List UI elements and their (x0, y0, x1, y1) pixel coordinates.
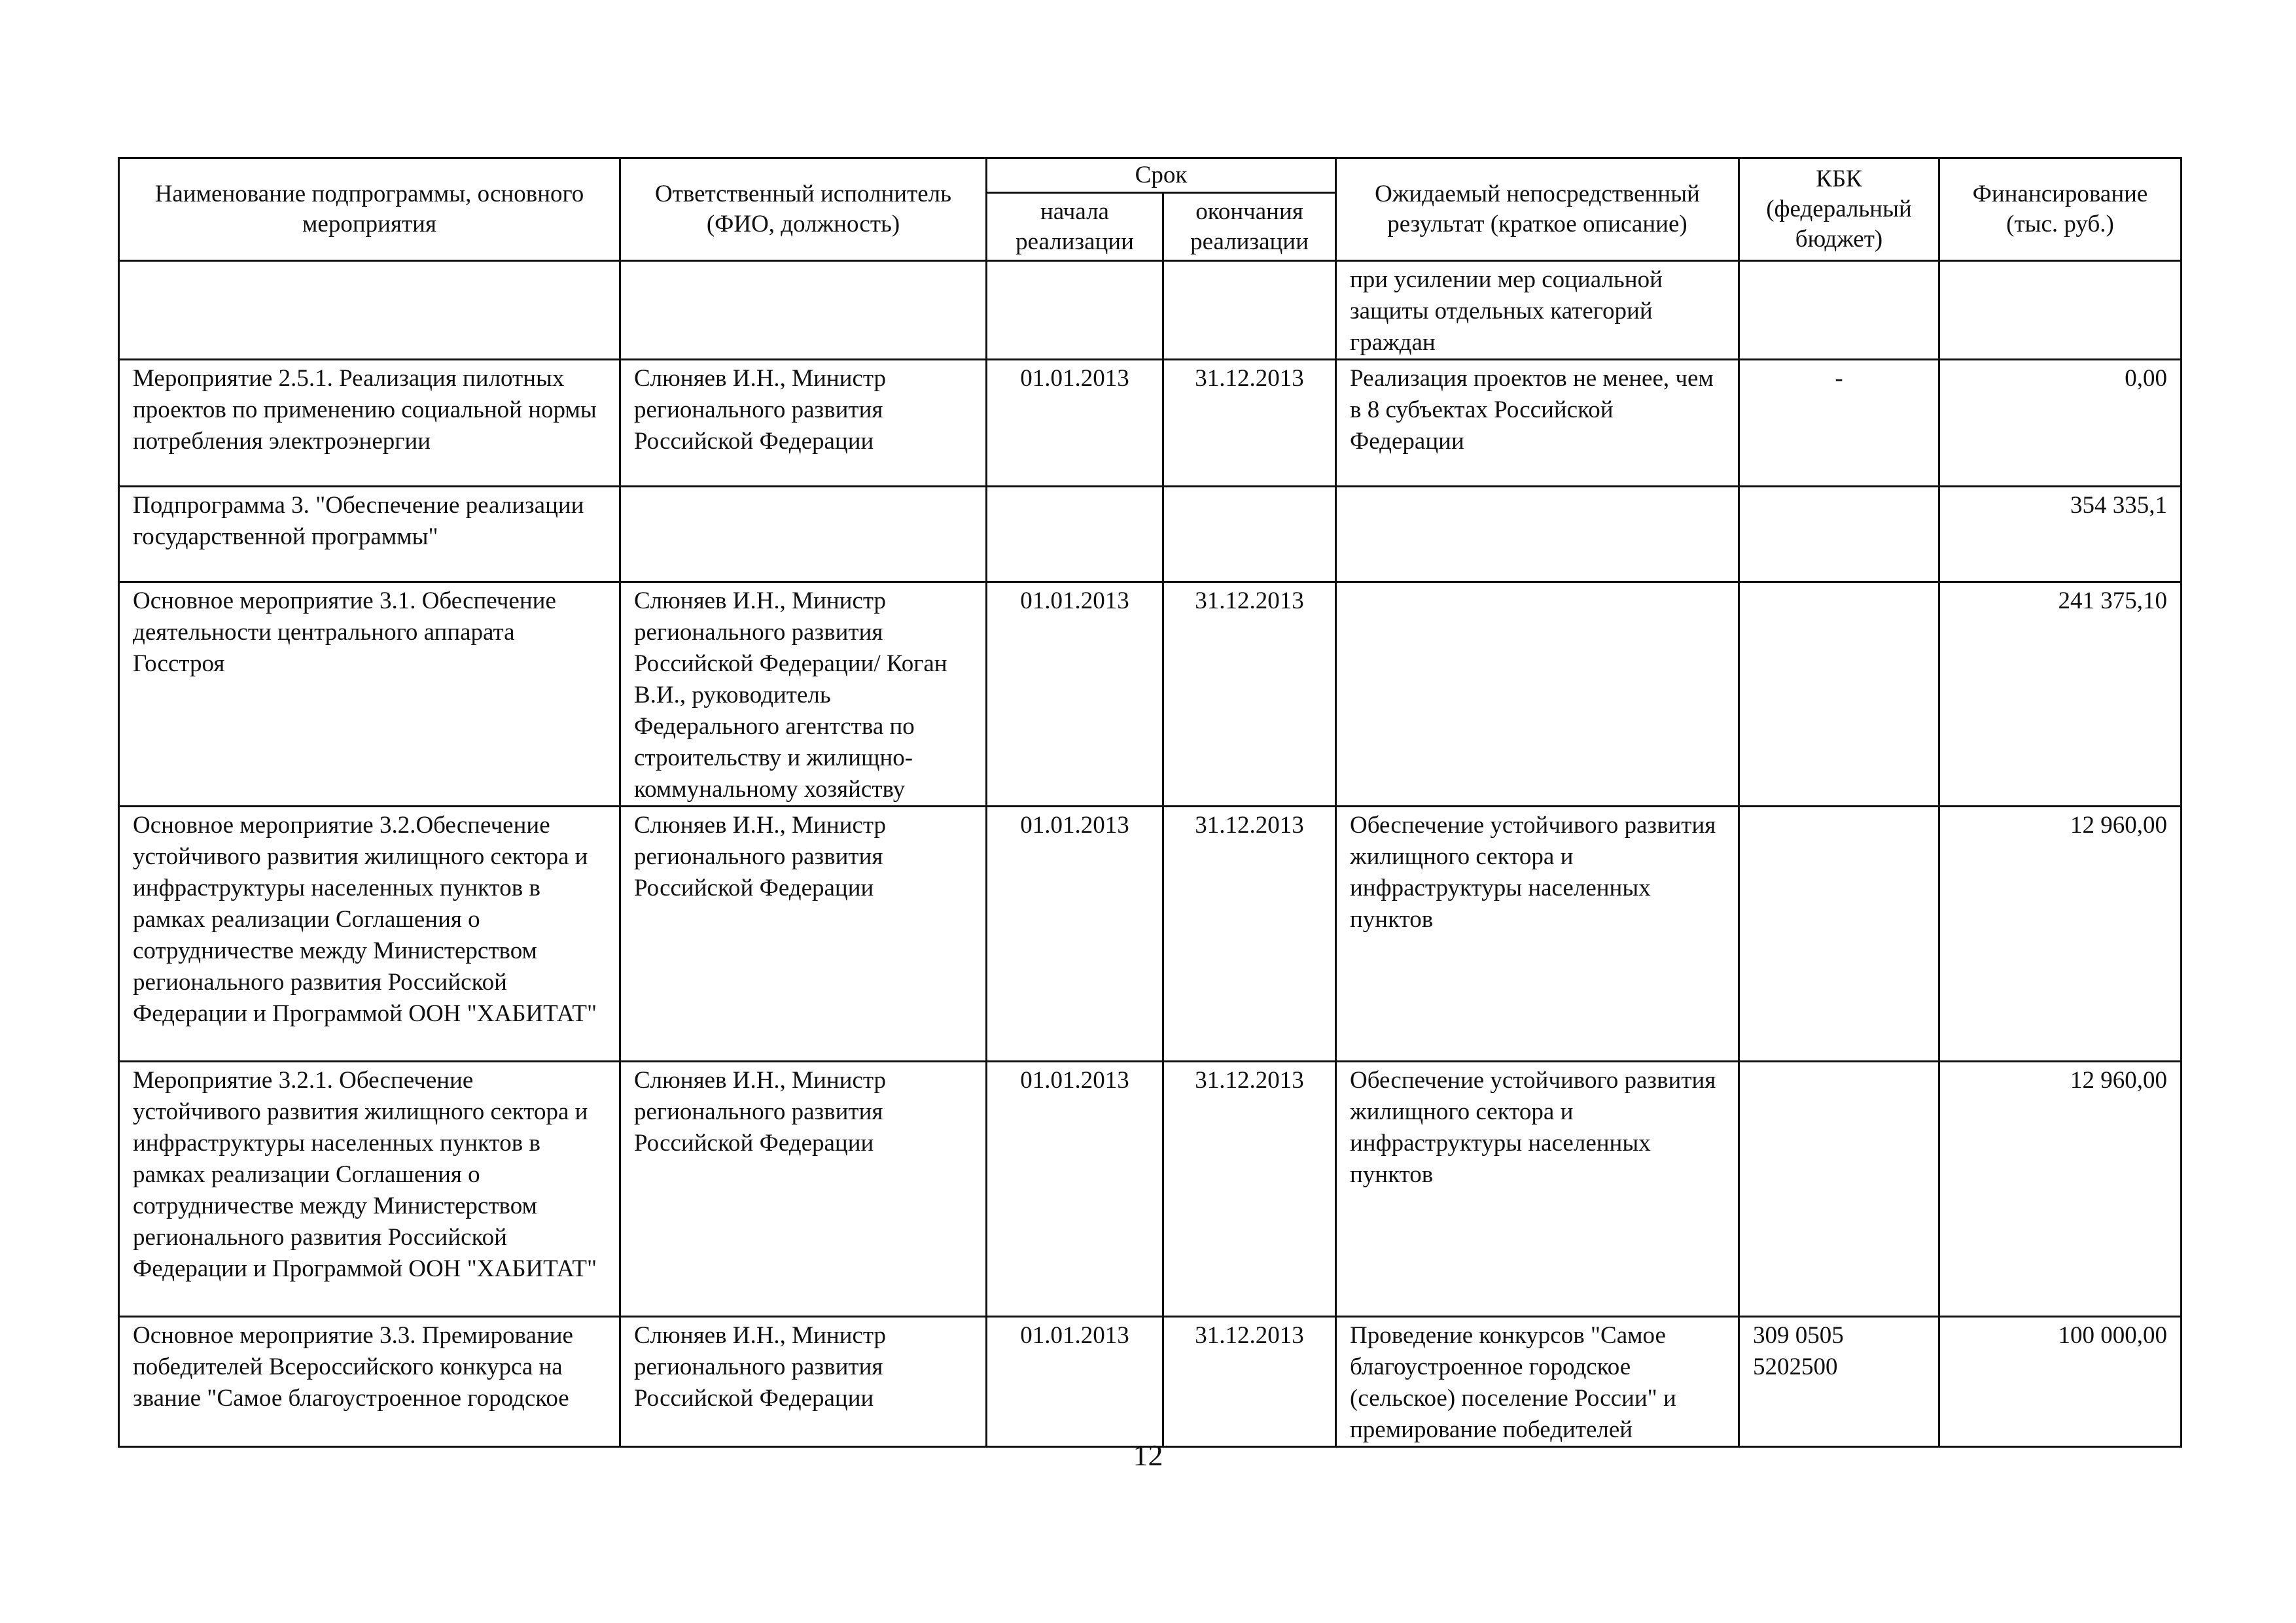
cell-result (1336, 582, 1739, 807)
cell-start: 01.01.2013 (987, 1062, 1163, 1317)
cell-start: 01.01.2013 (987, 582, 1163, 807)
header-executor: Ответственный исполнитель (ФИО, должность) (620, 158, 987, 261)
cell-result (1336, 487, 1739, 582)
cell-funding: 12 960,00 (1939, 807, 2181, 1062)
cell-kbk (1739, 582, 1939, 807)
cell-result: Реализация проектов не менее, чем в 8 субъектах Российской Федерации (1336, 360, 1739, 487)
program-table (118, 157, 2182, 1448)
cell-start (987, 487, 1163, 582)
table-row (119, 360, 2181, 487)
cell-end (1163, 487, 1336, 582)
header-result: Ожидаемый непосредственный результат (краткое описание) (1336, 158, 1739, 261)
table-row (119, 582, 2181, 807)
cell-funding: 0,00 (1939, 360, 2181, 487)
cell-end: 31.12.2013 (1163, 1317, 1336, 1447)
cell-kbk: - (1739, 360, 1939, 487)
cell-funding: 354 335,1 (1939, 487, 2181, 582)
cell-funding: 100 000,00 (1939, 1317, 2181, 1447)
cell-result: Обеспечение устойчивого развития жилищного сектора и инфраструктуры населенных пунктов (1336, 1062, 1739, 1317)
cell-end: 31.12.2013 (1163, 807, 1336, 1062)
cell-kbk (1739, 487, 1939, 582)
cell-start (987, 261, 1163, 360)
cell-funding (1939, 261, 2181, 360)
cell-name: Мероприятие 3.2.1. Обеспечение устойчивого развития жилищного сектора и инфраструктуры населенных пунктов в рамках реализации Соглашения о сотрудничестве между Министерством регионального развития Российской Федерации и Программой ООН "ХАБИТАТ" (119, 1062, 620, 1317)
cell-kbk (1739, 261, 1939, 360)
cell-result: при усилении мер социальной защиты отдельных категорий граждан (1336, 261, 1739, 360)
page-number: 12 (1133, 1439, 1163, 1472)
cell-executor (620, 261, 987, 360)
cell-end: 31.12.2013 (1163, 1062, 1336, 1317)
cell-start: 01.01.2013 (987, 807, 1163, 1062)
header-name: Наименование подпрограммы, основного мероприятия (119, 158, 620, 261)
cell-name (119, 261, 620, 360)
table-row (119, 487, 2181, 582)
cell-executor: Слюняев И.Н., Министр регионального развития Российской Федерации (620, 360, 987, 487)
cell-name: Мероприятие 2.5.1. Реализация пилотных проектов по применению социальной нормы потребления электроэнергии (119, 360, 620, 487)
cell-executor: Слюняев И.Н., Министр регионального развития Российской Федерации (620, 1317, 987, 1447)
cell-executor (620, 487, 987, 582)
cell-start: 01.01.2013 (987, 360, 1163, 487)
header-kbk: КБК (федеральный бюджет) (1739, 158, 1939, 261)
table-row (119, 807, 2181, 1062)
cell-funding: 12 960,00 (1939, 1062, 2181, 1317)
cell-name: Подпрограмма 3. "Обеспечение реализации государственной программы" (119, 487, 620, 582)
cell-kbk (1739, 807, 1939, 1062)
cell-end: 31.12.2013 (1163, 582, 1336, 807)
cell-funding: 241 375,10 (1939, 582, 2181, 807)
cell-kbk (1739, 1062, 1939, 1317)
header-end: окончания реализации (1163, 193, 1336, 261)
header-term: Срок (987, 158, 1336, 193)
table-row (119, 261, 2181, 360)
header-start: начала реализации (987, 193, 1163, 261)
cell-end: 31.12.2013 (1163, 360, 1336, 487)
cell-end (1163, 261, 1336, 360)
cell-start: 01.01.2013 (987, 1317, 1163, 1447)
cell-executor: Слюняев И.Н., Министр регионального развития Российской Федерации/ Коган В.И., руководитель Федерального агентства по строительству и жилищно-коммунальному хозяйству (620, 582, 987, 807)
cell-executor: Слюняев И.Н., Министр регионального развития Российской Федерации (620, 1062, 987, 1317)
cell-executor: Слюняев И.Н., Министр регионального развития Российской Федерации (620, 807, 987, 1062)
cell-name: Основное мероприятие 3.2.Обеспечение устойчивого развития жилищного сектора и инфраструктуры населенных пунктов в рамках реализации Соглашения о сотрудничестве между Министерством регионального развития Российской Федерации и Программой ООН "ХАБИТАТ" (119, 807, 620, 1062)
cell-result: Обеспечение устойчивого развития жилищного сектора и инфраструктуры населенных пунктов (1336, 807, 1739, 1062)
cell-name: Основное мероприятие 3.3. Премирование победителей Всероссийского конкурса на звание "Самое благоустроенное городское (119, 1317, 620, 1447)
cell-name: Основное мероприятие 3.1. Обеспечение деятельности центрального аппарата Госстроя (119, 582, 620, 807)
table-row (119, 1317, 2181, 1447)
cell-kbk: 309 0505 5202500 (1739, 1317, 1939, 1447)
header-funding: Финансирование (тыс. руб.) (1939, 158, 2181, 261)
table-row (119, 1062, 2181, 1317)
cell-result: Проведение конкурсов "Самое благоустроенное городское (сельское) поселение России" и премирование победителей (1336, 1317, 1739, 1447)
